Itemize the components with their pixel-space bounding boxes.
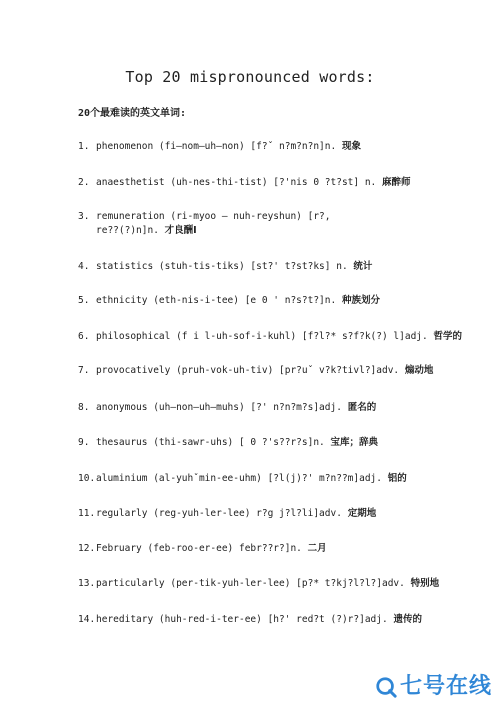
page-title: Top 20 mispronounced words: bbox=[125, 68, 375, 86]
item-text: phenomenon (fi—nom—uh—non) [f?ˇ n?m?n?n]n. bbox=[96, 141, 337, 152]
item-chinese: 定期地 bbox=[347, 508, 377, 519]
item-chinese: 统计 bbox=[353, 261, 373, 272]
item-text: thesaurus (thi-sawr-uhs) [ 0 ?'s??r?s]n. bbox=[96, 437, 325, 448]
item-number: 12. bbox=[78, 543, 96, 554]
item-text: provocatively (pruh-vok-uh-tiv) [pr?uˇ v?k?tivl?]adv. bbox=[96, 365, 400, 376]
item-number: 1. bbox=[78, 141, 90, 152]
item-number: 9. bbox=[78, 437, 90, 448]
item-text: February (feb-roo-er-ee) febr??r?]n. bbox=[96, 543, 302, 554]
item-number: 3. bbox=[78, 211, 90, 222]
list-item bbox=[78, 577, 458, 591]
list-item bbox=[78, 401, 458, 415]
item-chinese: 二月 bbox=[307, 543, 327, 554]
list-item bbox=[78, 436, 458, 450]
list-item bbox=[78, 176, 458, 190]
item-text: philosophical (f i l-uh-sof-i-kuhl) [f?l?* s?f?k(?) l]adj. bbox=[96, 331, 428, 342]
item-continuation bbox=[78, 224, 458, 238]
item-number: 7. bbox=[78, 365, 90, 376]
item-chinese: 才良酬I bbox=[164, 225, 197, 236]
item-chinese: 种族划分 bbox=[341, 295, 380, 306]
item-number: 2. bbox=[78, 177, 90, 188]
item-text: remuneration (ri-myoo — nuh-reyshun) [r?, bbox=[96, 211, 331, 222]
item-number: 13. bbox=[78, 578, 96, 589]
item-text: aluminium (al-yuhˇmin-ee-uhm) [?l(j)?' m?n??m]adj. bbox=[96, 473, 382, 484]
item-number: 8. bbox=[78, 402, 90, 413]
item-text: ethnicity (eth-nis-i-tee) [e 0 ' n?s?t?]n. bbox=[96, 295, 337, 306]
item-number: 5. bbox=[78, 295, 90, 306]
item-text: statistics (stuh-tis-tiks) [st?' t?st?ks] n. bbox=[96, 261, 348, 272]
watermark bbox=[375, 673, 492, 701]
watermark-text: 七号在线 bbox=[399, 674, 492, 699]
item-text: regularly (reg-yuh-ler-lee) r?g j?l?li]adv. bbox=[96, 508, 342, 519]
item-chinese: 遗传的 bbox=[393, 614, 422, 625]
item-chinese: 哲学的 bbox=[433, 331, 462, 342]
item-chinese: 宝库；辞典 bbox=[330, 437, 379, 448]
item-text: particularly (per-tik-yuh-ler-lee) [p?* t?kj?l?l?]adv. bbox=[96, 578, 405, 589]
list-item bbox=[78, 542, 458, 556]
list-item bbox=[78, 210, 458, 238]
item-number: 11. bbox=[78, 508, 96, 519]
item-text: anaesthetist (uh-nes-thi-tist) [?'nis 0 ?t?st] n. bbox=[96, 177, 377, 188]
item-number: 14. bbox=[78, 614, 96, 625]
item-chinese: 现象 bbox=[341, 141, 361, 152]
item-text: anonymous (uh—non—uh—muhs) [?' n?n?m?s]adj. bbox=[96, 402, 342, 413]
item-number: 6. bbox=[78, 331, 90, 342]
list-item bbox=[78, 507, 458, 521]
list-item bbox=[78, 330, 462, 344]
item-number: 4. bbox=[78, 261, 90, 272]
list-item bbox=[78, 472, 458, 486]
list-item bbox=[78, 294, 458, 308]
page-subtitle: 20个最难读的英文单词: bbox=[78, 108, 187, 119]
item-chinese: 特别地 bbox=[410, 578, 440, 589]
item-chinese: 匿名的 bbox=[347, 402, 377, 413]
item-chinese: 煽动地 bbox=[404, 365, 434, 376]
item-chinese: 铝的 bbox=[387, 473, 407, 484]
item-chinese: 麻醉师 bbox=[382, 177, 411, 188]
item-text: hereditary (huh-red-i-ter-ee) [h?' red?t (?)r?]adj. bbox=[96, 614, 388, 625]
magnifier-q-logo-icon bbox=[375, 676, 397, 698]
list-item bbox=[78, 613, 458, 627]
item-text-line2: re??(?)n]n. bbox=[96, 225, 159, 236]
list-item bbox=[78, 140, 458, 154]
item-number: 10. bbox=[78, 473, 96, 484]
list-item bbox=[78, 260, 458, 274]
list-item bbox=[78, 364, 458, 378]
